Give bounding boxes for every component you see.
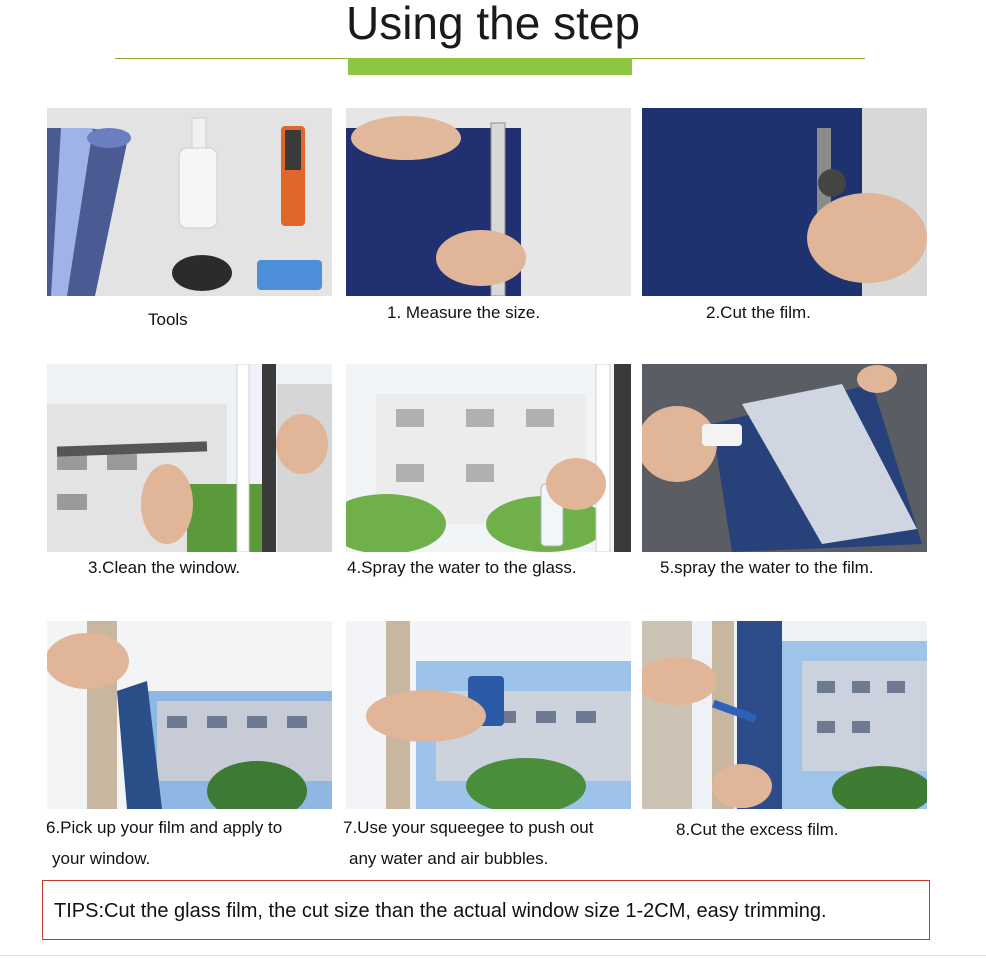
trim-photo xyxy=(642,621,927,809)
squeegee-photo xyxy=(346,621,631,809)
step-caption: 2.Cut the film. xyxy=(706,303,811,322)
step-caption: 4.Spray the water to the glass. xyxy=(347,558,577,577)
cut-photo xyxy=(642,108,927,296)
step-caption: 6.Pick up your film and apply to xyxy=(46,818,283,837)
step-caption: your window. xyxy=(52,849,151,868)
spray-film-photo xyxy=(642,364,927,552)
step-caption: Tools xyxy=(148,310,188,329)
step-caption: 1. Measure the size. xyxy=(387,303,541,322)
page-title: Using the step xyxy=(345,0,641,49)
clean-window-photo xyxy=(47,364,332,552)
tips-text: TIPS:Cut the glass film, the cut size than the actual window size 1-2CM, easy trimming. xyxy=(54,900,827,922)
step-caption: any water and air bubbles. xyxy=(349,849,549,868)
measure-photo xyxy=(346,108,631,296)
step-caption: 5.spray the water to the film. xyxy=(660,558,874,577)
step-caption: 7.Use your squeegee to push out xyxy=(343,818,594,837)
tips-box xyxy=(42,880,930,940)
title-accent-bar xyxy=(348,58,632,75)
step-caption: 3.Clean the window. xyxy=(88,558,241,577)
spray-glass-photo xyxy=(346,364,631,552)
apply-film-photo xyxy=(47,621,332,809)
tools-photo xyxy=(47,108,332,296)
bottom-divider xyxy=(0,955,986,956)
step-caption: 8.Cut the excess film. xyxy=(676,820,839,839)
